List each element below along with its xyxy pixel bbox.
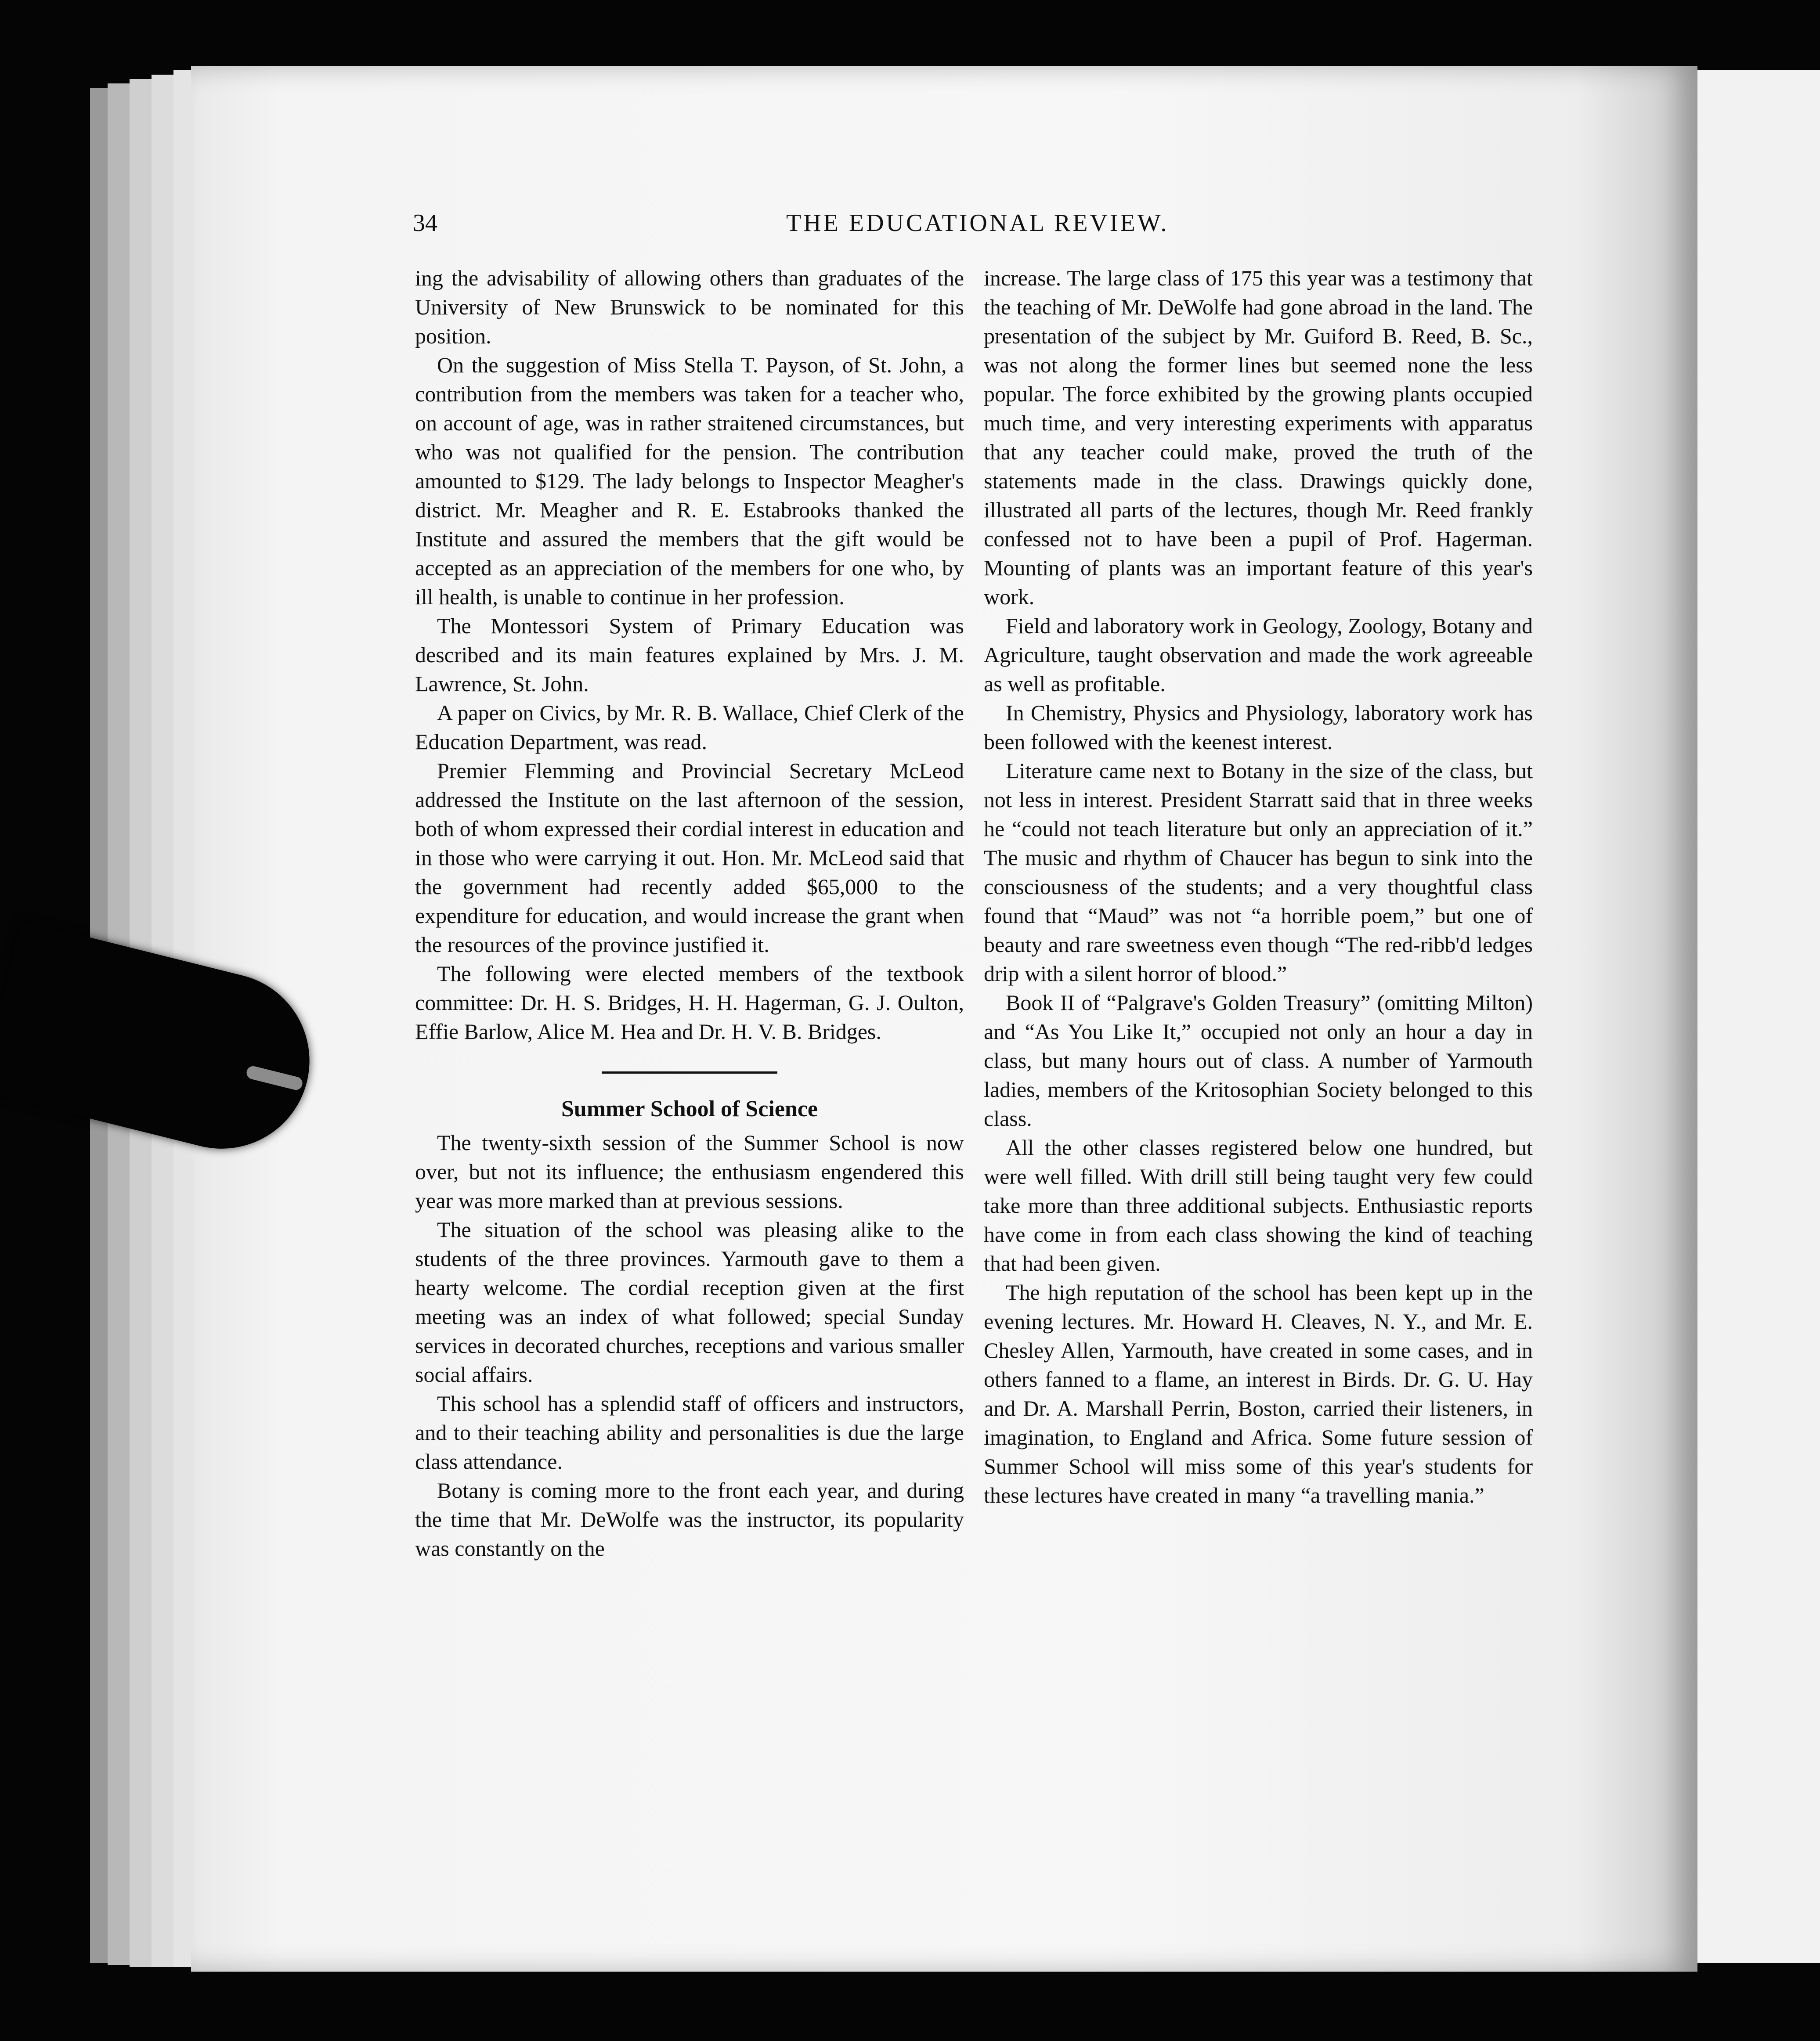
running-title: THE EDUCATIONAL REVIEW. [786,209,1169,237]
page-header [413,209,1537,244]
paragraph: Literature came next to Botany in the size of the class, but not less in interest. President Starratt said that in three weeks he “could not teach literature but only an appreciation of it.” The music and rhythm of Chaucer has begun to sink into the consciousness of the students; and a very thoughtful class found that “Maud” was not “a horrible poem,” but one of beauty and rare sweetness even though “The red-ribb'd ledges drip with a silent horror of blood.” [984,758,1533,986]
right-column [984,263,1533,1510]
paragraph: increase. The large class of 175 this year was a testimony that the teaching of Mr. DeWolfe had gone abroad in the land. The presentation of the subject by Mr. Guiford B. Reed, B. Sc., was not along the former lines but seemed none the less popular. The force exhibited by the growing plants occupied much time, and very interesting experiments with apparatus that any teacher could make, proved the truth of the statements made in the class. Drawings quickly done, illustrated all parts of the lectures, though Mr. Reed frankly confessed not to have been a pupil of Prof. Hagerman. Mounting of plants was an important feature of this year's work. [984,266,1533,609]
paragraph: A paper on Civics, by Mr. R. B. Wallace, Chief Clerk of the Education Department, was read. [415,700,964,754]
paragraph: In Chemistry, Physics and Physiology, laboratory work has been followed with the keenest interest. [984,700,1533,754]
paragraph: Book II of “Palgrave's Golden Treasury” (omitting Milton) and “As You Like It,” occupied not only an hour a day in class, but many hours out of class. A number of Yarmouth ladies, members of the Kritosophian Society belonged to this class. [984,990,1533,1131]
page-number: 34 [413,209,437,237]
section-divider [602,1071,777,1074]
paragraph: ing the advisability of allowing others than graduates of the University of New Brunswick to be nominated for this position. [415,266,964,348]
paragraph: Field and laboratory work in Geology, Zoology, Botany and Agriculture, taught observation and made the work agreeable as well as profitable. [984,613,1533,696]
paragraph: The following were elected members of the textbook committee: Dr. H. S. Bridges, H. H. Hagerman, G. J. Oulton, Effie Barlow, Alice M. Hea and Dr. H. V. B. Bridges. [415,961,964,1044]
paragraph: All the other classes registered below one hundred, but were well filled. With drill still being taught very few could take more than three additional subjects. Enthusiastic reports have come in from each class showing the kind of teaching that had been given. [984,1135,1533,1276]
paragraph: The high reputation of the school has been kept up in the evening lectures. Mr. Howard H. Cleaves, N. Y., and Mr. E. Chesley Allen, Yarmouth, have created in some cases, and in others fanned to a flame, an interest in Birds. Dr. G. U. Hay and Dr. A. Marshall Perrin, Boston, carried their listeners, in imagination, to England and Africa. Some future session of Summer School will miss some of this year's students for these lectures have created in many “a travelling mania.” [984,1280,1533,1507]
paragraph: Premier Flemming and Provincial Secretary McLeod addressed the Institute on the last afternoon of the session, both of whom expressed their cordial interest in education and in those who were carrying it out. Hon. Mr. McLeod said that the government had recently added $65,000 to the expenditure for education, and would increase the grant when the resources of the province justified it. [415,758,964,957]
paragraph: On the suggestion of Miss Stella T. Payson, of St. John, a contribution from the members was taken for a teacher who, on account of age, was in rather straitened circumstances, but who was not qualified for the pension. The contribution amounted to $129. The lady belongs to Inspector Meagher's district. Mr. Meagher and R. E. Estabrooks thanked the Institute and assured the members that the gift would be accepted as an appreciation of the members for one who, by ill health, is unable to continue in her profession. [415,353,964,609]
facing-page-edge [1697,70,1820,1963]
paragraph: Botany is coming more to the front each year, and during the time that Mr. DeWolfe was the instructor, its popularity was constantly on the [415,1478,964,1561]
paragraph: This school has a splendid staff of officers and instructors, and to their teaching ability and personalities is due the large class attendance. [415,1391,964,1474]
left-column [415,263,964,1563]
paragraph: The twenty-sixth session of the Summer School is now over, but not its influence; the enthusiasm engendered this year was more marked than at previous sessions. [415,1130,964,1213]
paragraph: The Montessori System of Primary Education was described and its main features explained by Mrs. J. M. Lawrence, St. John. [415,613,964,696]
paragraph: The situation of the school was pleasing alike to the students of the three provinces. Yarmouth gave to them a hearty welcome. The cordial reception given at the first meeting was an index of what followed; special Sunday services in decorated churches, receptions and various smaller social affairs. [415,1217,964,1387]
section-heading: Summer School of Science [561,1096,818,1121]
